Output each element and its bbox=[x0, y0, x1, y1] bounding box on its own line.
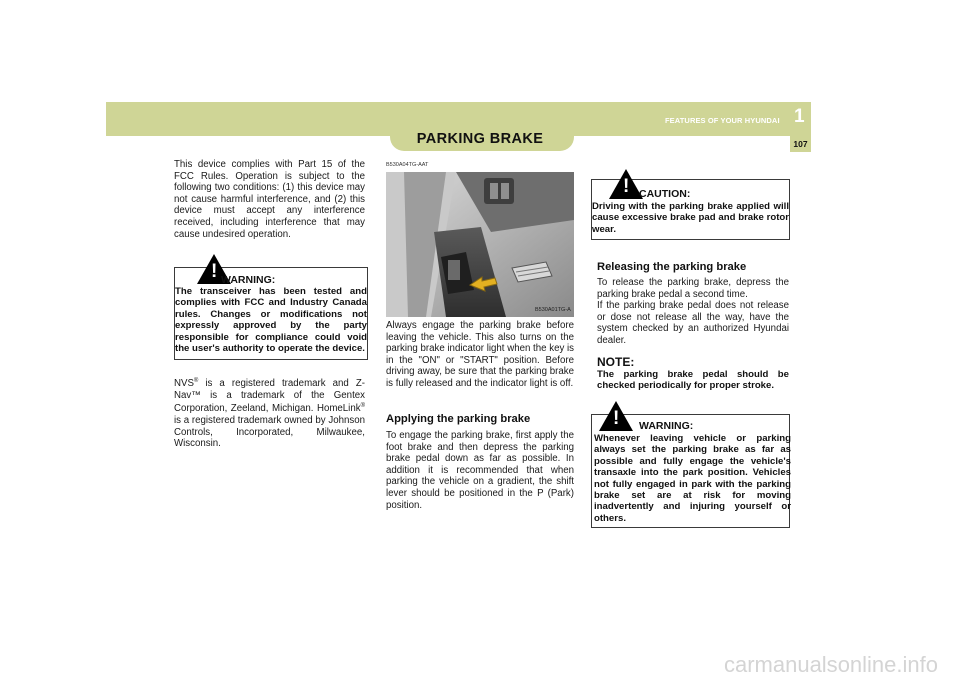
trademark-text-a: is a registered trademark and Z-Nav™ is a trademark of the Gentex Corporation, Zeeland, Michigan. HomeLink bbox=[174, 378, 365, 415]
chapter-number: 1 bbox=[794, 106, 805, 127]
caution-box bbox=[591, 176, 790, 240]
warning-title: WARNING: bbox=[639, 420, 694, 432]
page-number: 107 bbox=[793, 139, 808, 149]
exclamation-mark: ! bbox=[623, 176, 630, 197]
parking-warning-box bbox=[591, 408, 791, 528]
chapter-label: FEATURES OF YOUR HYUNDAI bbox=[665, 116, 780, 125]
note-label: NOTE: bbox=[597, 355, 635, 369]
warning-text: Whenever leaving vehicle or parking always set the parking brake as far as possible and fully engage the vehicle's transaxle into the park position. Vehicles not fully engaged in park with the parking brake set are at risk for moving inadvertently and injuring yourself or others. bbox=[594, 433, 791, 524]
exclamation-mark: ! bbox=[211, 261, 218, 282]
exclamation-mark: ! bbox=[613, 408, 620, 429]
caution-title: CAUTION: bbox=[639, 188, 691, 200]
warning-title: WARNING: bbox=[221, 274, 276, 286]
releasing-subheading: Releasing the parking brake bbox=[597, 261, 747, 273]
note-text: The parking brake pedal should be checked periodically for proper stroke. bbox=[597, 369, 789, 392]
transceiver-warning-box bbox=[174, 261, 368, 360]
applying-paragraph: To engage the parking brake, first apply the foot brake and then depress the parking brake pedal down as far as possible. In addition it is recommended that when parking the vehicle on a gradient, the shift lever should be positioned in the P (Park) position. bbox=[386, 430, 574, 511]
parking-brake-illustration bbox=[386, 172, 574, 317]
trademark-text-b: is a registered trademark owned by Johnson Controls, Incorporated, Milwaukee, Wisconsin. bbox=[174, 415, 365, 450]
warning-text: The transceiver has been tested and complies with FCC and Industry Canada rules. Changes or modifications not expressly approved by the party responsible for compliance could void the user's authority to operate the device. bbox=[175, 286, 367, 355]
nvs-text: NVS bbox=[174, 378, 194, 390]
parking-brake-photo bbox=[386, 172, 574, 317]
registered-mark: ® bbox=[193, 378, 199, 384]
parking-brake-intro: Always engage the parking brake before leaving the vehicle. This also turns on the parking brake indicator light when the key is in the "ON" or "START" position. Before driving away, be sure that the parking brake is fully released and the indicator light is off. bbox=[386, 320, 574, 389]
section-title: PARKING BRAKE bbox=[416, 131, 544, 147]
releasing-paragraph: To release the parking brake, depress the parking brake pedal a second time. If the parking brake pedal does not release or dose not release all the way, have the system checked by an authorized Hyundai dealer. bbox=[597, 277, 789, 346]
trademark-paragraph bbox=[174, 376, 365, 450]
fcc-compliance-paragraph: This device complies with Part 15 of the FCC Rules. Operation is subject to the following two conditions: (1) this device may not cause harmful interference, and (2) this device must accept any interference received, including interference that may cause undesired operation. bbox=[174, 159, 365, 240]
applying-subheading: Applying the parking brake bbox=[386, 413, 531, 425]
watermark: carmanualsonline.info bbox=[723, 652, 938, 677]
image-code-bottom: B530A01TG-A bbox=[535, 307, 571, 313]
registered-mark: ® bbox=[360, 403, 365, 410]
caution-text: Driving with the parking brake applied will cause excessive brake pad and brake rotor wear. bbox=[592, 201, 789, 235]
image-code-top: B530A04TG-AAT bbox=[386, 162, 429, 168]
